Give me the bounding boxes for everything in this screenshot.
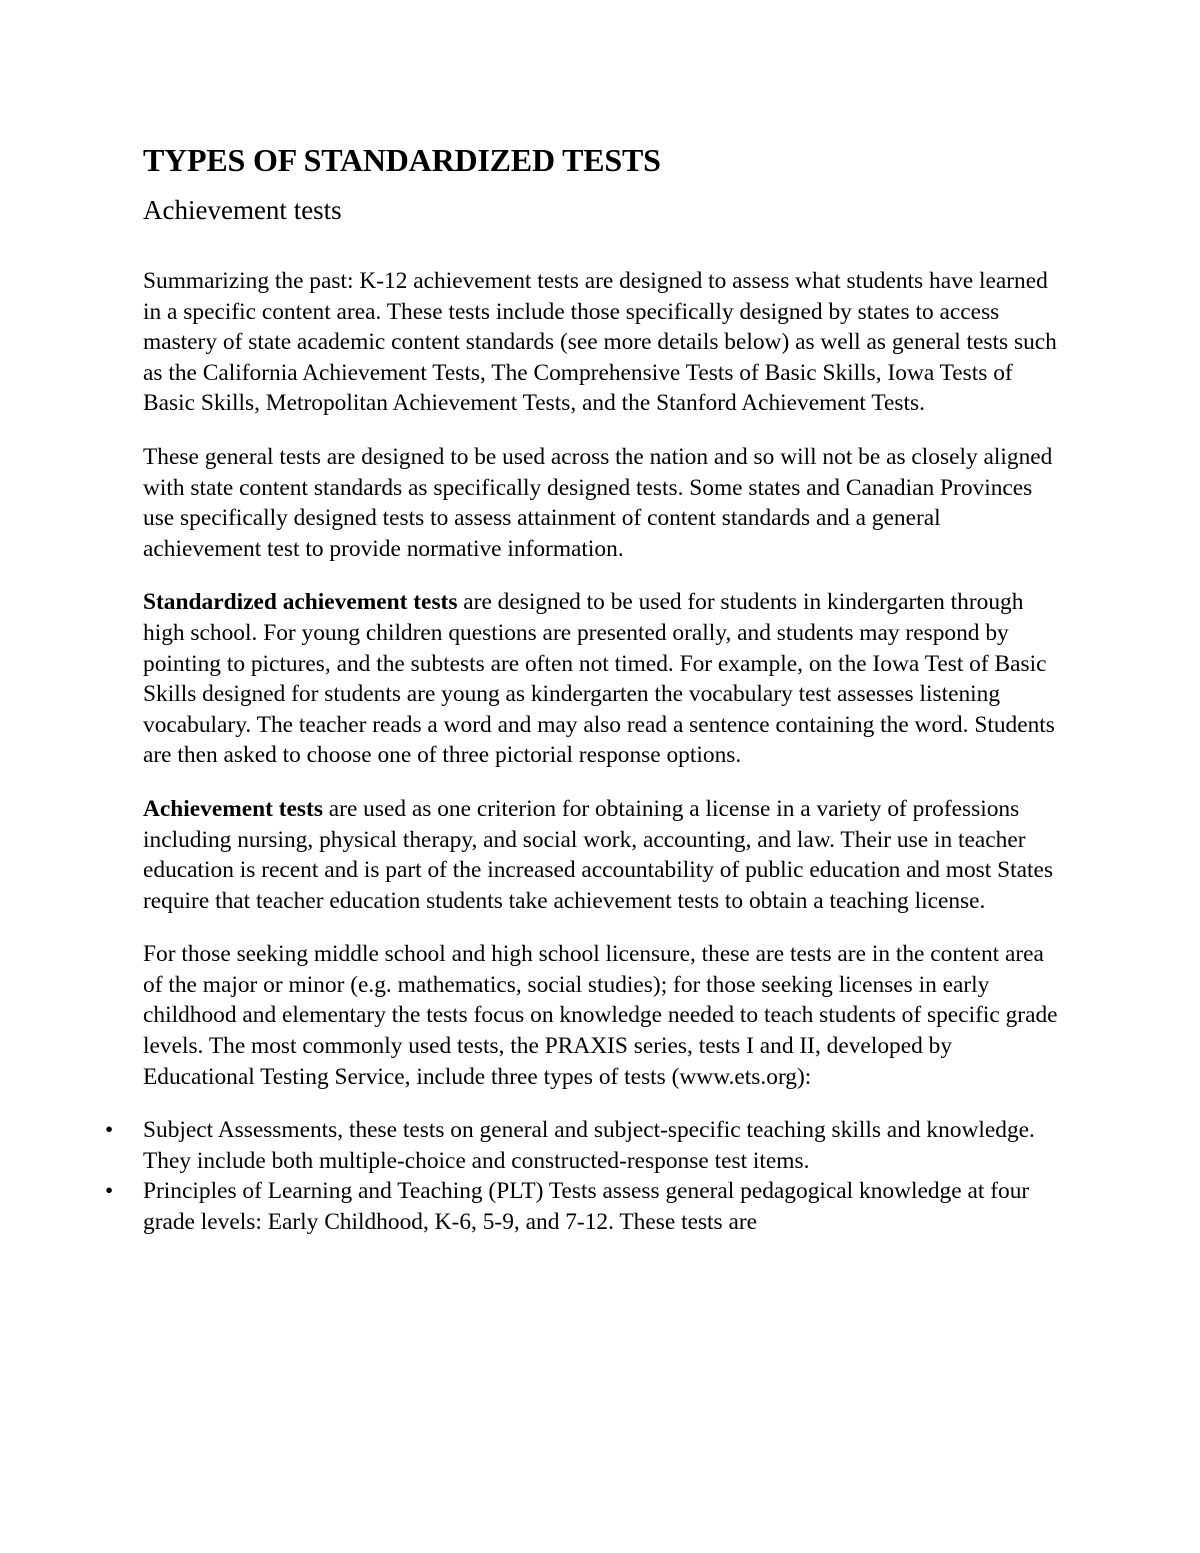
bullet-icon: • xyxy=(105,1178,114,1205)
paragraph-text: are used as one criterion for obtaining a license in a variety of professions including nursing, physical therapy, and social work, accounting, and law. Their use in teacher education is recent and is part of the increased accountability of public education and most States require that teacher education students take achievement tests to obtain a teaching license. xyxy=(143,795,1053,914)
paragraph-praxis xyxy=(143,939,1063,1092)
paragraph-standardized-achievement xyxy=(143,587,1063,771)
paragraph-text: are designed to be used for students in kindergarten through high school. For young children questions are presented orally, and students may respond by pointing to pictures, and the subtests are often not timed. For example, on the Iowa Test of Basic Skills designed for students are young as kindergarten the vocabulary test assesses listening vocabulary. The teacher reads a word and may also read a sentence containing the word. Students are then asked to choose one of three pictorial response options. xyxy=(143,589,1055,769)
test-types-list xyxy=(105,1115,1063,1237)
paragraph-text: For those seeking middle school and high school licensure, these are tests are in the content area of the major or minor (e.g. mathematics, social studies); for those seeking licenses in early childhood and elementary the tests focus on knowledge needed to teach students of specific grade levels. The most commonly used tests, the PRAXIS series, tests I and II, developed by Educational Testing Service, include three types of tests (www.ets.org): xyxy=(143,941,1058,1090)
paragraph-general-tests xyxy=(143,442,1063,564)
document-page xyxy=(105,140,1063,1238)
paragraph-text: These general tests are designed to be used across the nation and so will not be as closely aligned with state content standards as specifically designed tests. Some states and Canadian Provinces use specifically designed tests to assess attainment of content standards and a general achievement test to provide normative information. xyxy=(143,443,1053,562)
list-item-text: Subject Assessments, these tests on general and subject-specific teaching skills and knowledge. They include both multiple-choice and constructed-response test items. xyxy=(143,1117,1035,1174)
list-item-text: Principles of Learning and Teaching (PLT) Tests assess general pedagogical knowledge at four grade levels: Early Childhood, K-6, 5-9, and 7-12. These tests are xyxy=(143,1178,1030,1236)
paragraph-licensure xyxy=(143,794,1063,916)
paragraph-summarizing xyxy=(143,266,1063,419)
list-item xyxy=(105,1115,1063,1176)
document-title: TYPES OF STANDARDIZED TESTS xyxy=(143,142,661,178)
section-heading: Achievement tests xyxy=(143,195,342,225)
paragraph-text: Summarizing the past: K-12 achievement tests are designed to assess what students have learned in a specific content area. These tests include those specifically designed by states to access mastery of state academic content standards (see more details below) as well as general tests such as the California Achievement Tests, The Comprehensive Tests of Basic Skills, Iowa Tests of Basic Skills, Metropolitan Achievement Tests, and the Stanford Achievement Tests. xyxy=(143,268,1057,417)
list-item xyxy=(105,1176,1063,1237)
paragraph-bold-lead: Standardized achievement tests xyxy=(143,589,458,616)
bullet-icon: • xyxy=(105,1117,114,1144)
paragraph-bold-lead: Achievement tests xyxy=(143,795,323,822)
